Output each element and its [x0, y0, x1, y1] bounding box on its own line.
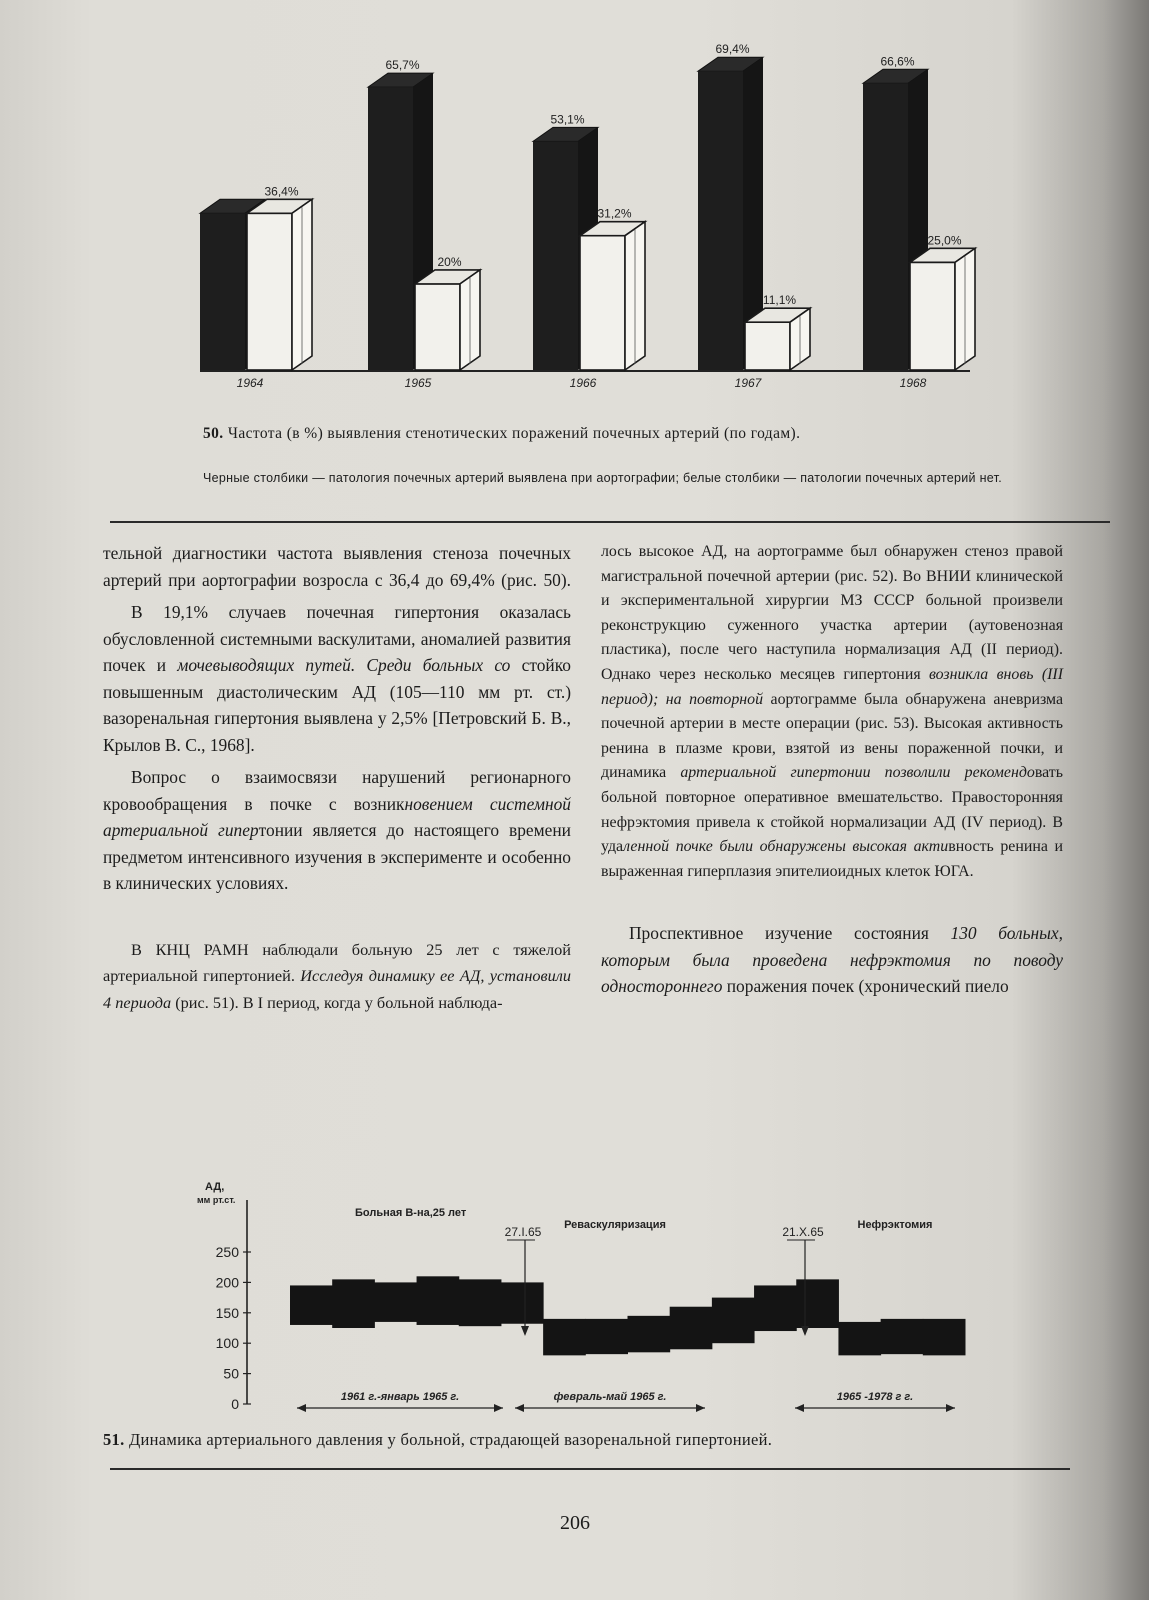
pressure-segment: [670, 1307, 713, 1350]
left-paragraph-2: В 19,1% случаев почечная гипертония оказалась обусловленной системными васкулитами, аномалией развития почек и мочевыводящих путей. Среди больных со стойко повышенным диастолическим АД (105—110 мм рт. ст.) вазоренальная гипертония выявлена у 2,5% [Петровский Б. В., Крылов В. С., 1968].: [103, 602, 571, 755]
y-tick-label-200: 200: [215, 1274, 239, 1291]
pressure-segment: [459, 1279, 502, 1326]
pressure-segment: [881, 1319, 924, 1354]
figure-51-blood-pressure-chart: [185, 1180, 995, 1420]
label-white-1968: 25,0%: [927, 233, 962, 248]
y-tick-label-0: 0: [231, 1396, 239, 1412]
annotation-date: 21.X.65: [782, 1225, 824, 1239]
pressure-segment: [417, 1276, 460, 1325]
pressure-segment: [628, 1316, 671, 1352]
pressure-segment: [585, 1319, 628, 1354]
figure-50-number: 50.: [203, 425, 224, 442]
figure-50-note: Черные столбики — патология почечных артерий выявлена при аортографии; белые столбики — патологии почечных артерий нет.: [203, 471, 1003, 485]
period-label: 1965 -1978 г г.: [836, 1391, 914, 1403]
period-2: [515, 1391, 705, 1412]
year-label-1967: 1967: [734, 376, 762, 390]
pressure-segment: [712, 1298, 755, 1344]
left-paragraph-1: тельной диагностики частота выявления стеноза почечных артерий при аортографии возросла с 36,4 до 69,4% (рис. 50).: [103, 543, 571, 590]
right-paragraph-1: лось высокое АД, на аортограмме был обнаружен стеноз правой магистральной почечной артерии (рис. 52). Во ВНИИ клинической и экспериментальной хирургии МЗ СССР больной произвели реконструкцию суженного участка артерии (аутовенозная пластика), после чего наступила нормализация АД (II период). Однако через несколько месяцев гипертония возникла вновь (III период); на повторной аортограмме была обнаружена аневризма почечной артерии в месте операции (рис. 53). Высокая активность ренина в плазме крови, взятой из вены пораженной почки, и динамика артериальной гипертонии позволили рекомендовать больной повторное оперативное вмешательство. Правосторонняя нефрэктомия привела к стойкой нормализации АД (IV период). В удаленной почке были обнаружены высокая активность ренина и выраженная гиперплазия эпителиоидных клеток ЮГА.: [601, 543, 1064, 880]
pressure-band: [290, 1276, 966, 1355]
pressure-segment: [543, 1319, 586, 1355]
pressure-segment: [290, 1285, 333, 1325]
period-1: [297, 1391, 503, 1412]
year-label-1965: 1965: [404, 376, 432, 390]
bar-white-1967: [745, 308, 810, 370]
label-black-1966: 53,1%: [550, 112, 585, 127]
label-black-1967: 69,4%: [715, 42, 750, 57]
figure-51-caption: [103, 1430, 1063, 1450]
pressure-segment: [796, 1279, 839, 1328]
figure-51-title: Динамика артериального давления у больной, страдающей вазоренальной гипертонией.: [128, 1430, 773, 1449]
figure-50-caption: [203, 424, 1003, 444]
year-label-1966: 1966: [569, 376, 597, 390]
figure-50-title: Частота (в %) выявления стенотических поражений почечных артерий (по годам).: [227, 425, 801, 442]
bar-white-1965: [415, 270, 480, 370]
label-white-1965: 20%: [437, 254, 462, 269]
bottom-divider: [110, 1468, 1070, 1470]
y-tick-label-250: 250: [215, 1244, 239, 1260]
period-label: февраль-май 1965 г.: [553, 1391, 667, 1403]
figure-51-number: 51.: [103, 1430, 125, 1449]
pressure-segment: [332, 1279, 375, 1328]
y-tick-label-150: 150: [215, 1304, 239, 1321]
annotation-2: [782, 1219, 932, 1336]
left-column: [103, 540, 571, 1016]
figure-50-bar-chart: [180, 40, 1010, 390]
page-number: 206: [560, 1512, 590, 1534]
label-black-1965: 65,7%: [385, 58, 420, 73]
left-paragraph-4: В КНЦ РАМН наблюдали больную 25 лет с тяжелой артериальной гипертонией. Исследуя динамику ее АД, установили 4 периода (рис. 51). В I период, когда у больной наблюда-: [103, 939, 571, 1012]
y-tick-label-50: 50: [223, 1365, 239, 1382]
right-paragraph-2: Проспективное изучение состояния 130 больных, которым была проведена нефрэктомия по поводу одностороннего поражения почек (хронический пиело: [601, 923, 1063, 997]
label-white-1966: 31,2%: [597, 206, 632, 221]
pressure-segment: [923, 1319, 966, 1355]
divider: [110, 521, 1110, 523]
label-black-1968: 66,6%: [880, 54, 915, 69]
chart-title: Больная В-на,25 лет: [355, 1207, 467, 1219]
bar-white-1964: [247, 199, 312, 370]
label-white-1967: 11,1%: [762, 293, 797, 308]
annotation-event: Реваскуляризация: [564, 1219, 666, 1231]
pressure-segment: [838, 1322, 881, 1355]
bar-white-1968: [910, 248, 975, 370]
y-tick-label-100: 100: [215, 1335, 239, 1352]
y-axis-label: АД, мм рт.ст.: [197, 1181, 236, 1205]
annotation-date: 27.I.65: [504, 1225, 542, 1239]
period-label: 1961 г.-январь 1965 г.: [340, 1391, 460, 1403]
pressure-segment: [754, 1285, 797, 1331]
year-label-1968: 1968: [899, 376, 927, 390]
pressure-segment: [501, 1282, 544, 1323]
period-3: [795, 1391, 955, 1412]
annotation-event: Нефрэктомия: [857, 1219, 933, 1231]
pressure-segment: [374, 1282, 417, 1322]
right-column: [601, 540, 1063, 1000]
left-paragraph-3: Вопрос о взаимосвязи нарушений регионарного кровообращения в почке с возникновением системной артериальной гипертонии является до настоящего времени предметом интенсивного изучения в эксперименте и особенно в клинических условиях.: [103, 767, 571, 893]
year-label-1964: 1964: [236, 376, 264, 390]
label-white-1964: 36,4%: [264, 184, 299, 199]
bar-white-1966: [580, 222, 645, 370]
